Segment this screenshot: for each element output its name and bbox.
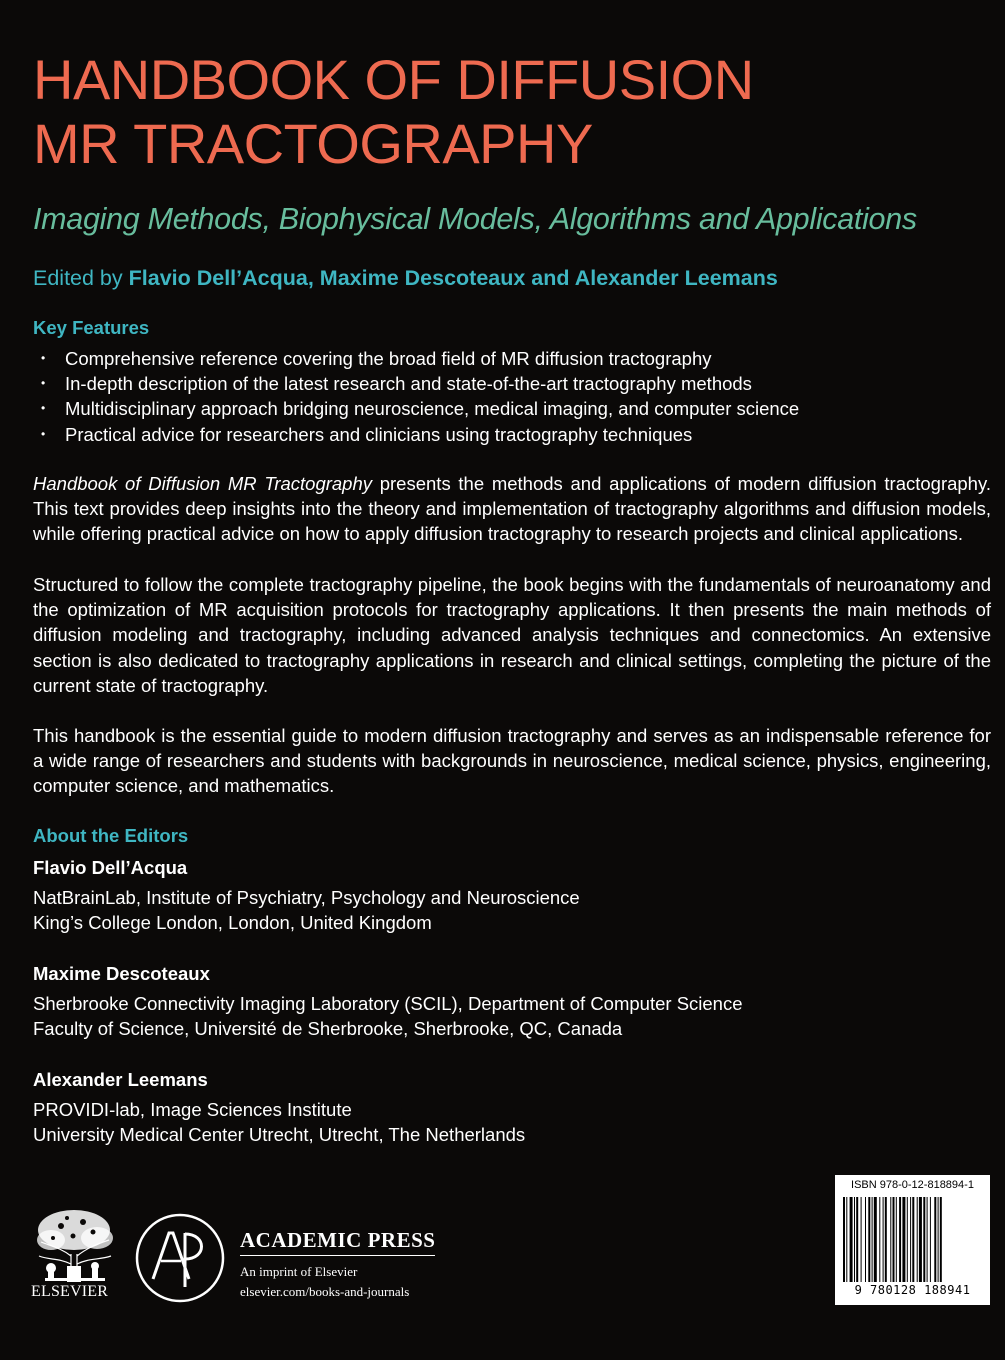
imprint-text: An imprint of Elsevier [240, 1264, 358, 1279]
book-title-line-2: MR TRACTOGRAPHY [33, 112, 593, 175]
key-features-list [33, 346, 799, 447]
barcode-bar [868, 1197, 870, 1282]
barcode-bar [896, 1197, 897, 1282]
barcode-bar [902, 1197, 905, 1282]
list-item [33, 396, 799, 421]
barcode-bar [899, 1197, 901, 1282]
editor-bio [33, 855, 580, 936]
barcode-bar [879, 1197, 880, 1282]
editor-affiliation: PROVIDI-lab, Image Sciences Institute [33, 1099, 352, 1121]
bullet-icon: • [41, 401, 46, 416]
barcode-bar [861, 1197, 862, 1282]
barcode-bars [843, 1197, 983, 1282]
barcode-bar [872, 1197, 873, 1282]
feature-text: Comprehensive reference covering the broad field of MR diffusion tractography [65, 348, 712, 369]
bullet-icon: • [41, 426, 46, 441]
editor-affiliation: NatBrainLab, Institute of Psychiatry, Psychology and Neuroscience [33, 887, 580, 909]
bullet-icon: • [41, 351, 46, 365]
list-item [33, 371, 799, 396]
barcode-digits: 9 780128 188941 [854, 1283, 971, 1297]
book-subtitle: Imaging Methods, Biophysical Models, Algorithms and Applications [33, 202, 917, 236]
editor-name: Flavio Dell’Acqua [33, 857, 188, 878]
isbn-barcode [835, 1175, 990, 1305]
editor-affiliation: Faculty of Science, Université de Sherbrooke, Sherbrooke, QC, Canada [33, 1018, 623, 1040]
editor-name: Alexander Leemans [33, 1069, 208, 1090]
editor-bio [33, 961, 743, 1042]
barcode-bar [874, 1197, 877, 1282]
barcode-bar [938, 1197, 939, 1282]
bullet-icon: • [41, 376, 46, 391]
description-paragraph-3: This handbook is the essential guide to modern diffusion tractography and serves as an indispensable reference for a wide range of researchers and students with backgrounds in neuroscience, medical science, physics, engineering, computer science, and mathematics. [33, 725, 991, 797]
barcode-bar [930, 1197, 931, 1282]
barcode-bar [919, 1197, 922, 1282]
book-title-line-1: HANDBOOK OF DIFFUSION [33, 48, 754, 111]
barcode-bar [843, 1197, 845, 1282]
barcode-bar [856, 1197, 858, 1282]
academic-press-name: ACADEMIC PRESS [240, 1228, 435, 1256]
editor-affiliation: University Medical Center Utrecht, Utrecht, The Netherlands [33, 1124, 526, 1146]
description-paragraph-1 [33, 471, 991, 547]
barcode-bar [850, 1197, 853, 1282]
barcode-bar [923, 1197, 925, 1282]
elsevier-wordmark: ELSEVIER [31, 1283, 109, 1300]
isbn-text: ISBN 978-0-12-818894-1 [851, 1179, 974, 1191]
editor-affiliation: Sherbrooke Connectivity Imaging Laboratory (SCIL), Department of Computer Science [33, 993, 743, 1015]
key-features-heading: Key Features [33, 317, 150, 338]
editor-name: Maxime Descoteaux [33, 963, 210, 984]
academic-press-logo-icon [135, 1213, 225, 1303]
barcode-bar [934, 1197, 936, 1282]
paragraph-text: presents the methods and applications of modern diffusion tractography. This text provides deep insights into the theory and implementation of tractography algorithms and diffusion models, while offering practical advice on how to apply diffusion tractography to research projects and clinical applications. [33, 473, 991, 545]
description-paragraph-2: Structured to follow the complete tractography pipeline, the book begins with the fundamentals of neuroanatomy and the optimization of MR acquisition protocols for tractography applications. It then presents the main methods of diffusion modeling and tractography, including advanced analysis techniques and connectomics. An extensive section is also dedicated to tractography applications in research and clinical settings, completing the picture of the current state of tractography. [33, 574, 991, 696]
barcode-bar [846, 1197, 847, 1282]
barcode-bar [885, 1197, 887, 1282]
list-item [33, 422, 799, 447]
feature-text: Practical advice for researchers and clinicians using tractography techniques [65, 423, 693, 445]
barcode-bar [917, 1197, 918, 1282]
list-item [33, 346, 799, 371]
book-title-inline: Handbook of Diffusion MR Tractography [33, 473, 373, 494]
barcode-bar [910, 1197, 911, 1282]
barcode-bar [883, 1197, 884, 1282]
publisher-url: elsevier.com/books-and-journals [240, 1284, 410, 1299]
feature-text: In-depth description of the latest research and state-of-the-art tractography methods [65, 373, 752, 395]
barcode-bar [927, 1197, 928, 1282]
feature-text: Multidisciplinary approach bridging neuroscience, medical imaging, and computer science [65, 398, 800, 420]
editor-names: Flavio Dell’Acqua, Maxime Descoteaux and Alexander Leemans [128, 266, 778, 290]
barcode-bar [890, 1197, 891, 1282]
edited-by-line [33, 266, 778, 291]
barcode-bar [893, 1197, 895, 1282]
barcode-bar [912, 1197, 914, 1282]
barcode-bar [940, 1197, 942, 1282]
about-editors-heading: About the Editors [33, 825, 189, 846]
barcode-bar [865, 1197, 866, 1282]
barcode-bar [907, 1197, 908, 1282]
edited-by-prefix: Edited by [33, 266, 129, 290]
barcode-bar [854, 1197, 855, 1282]
editor-affiliation: King’s College London, London, United Kingdom [33, 912, 432, 934]
editor-bio [33, 1067, 525, 1148]
book-title [33, 48, 754, 176]
